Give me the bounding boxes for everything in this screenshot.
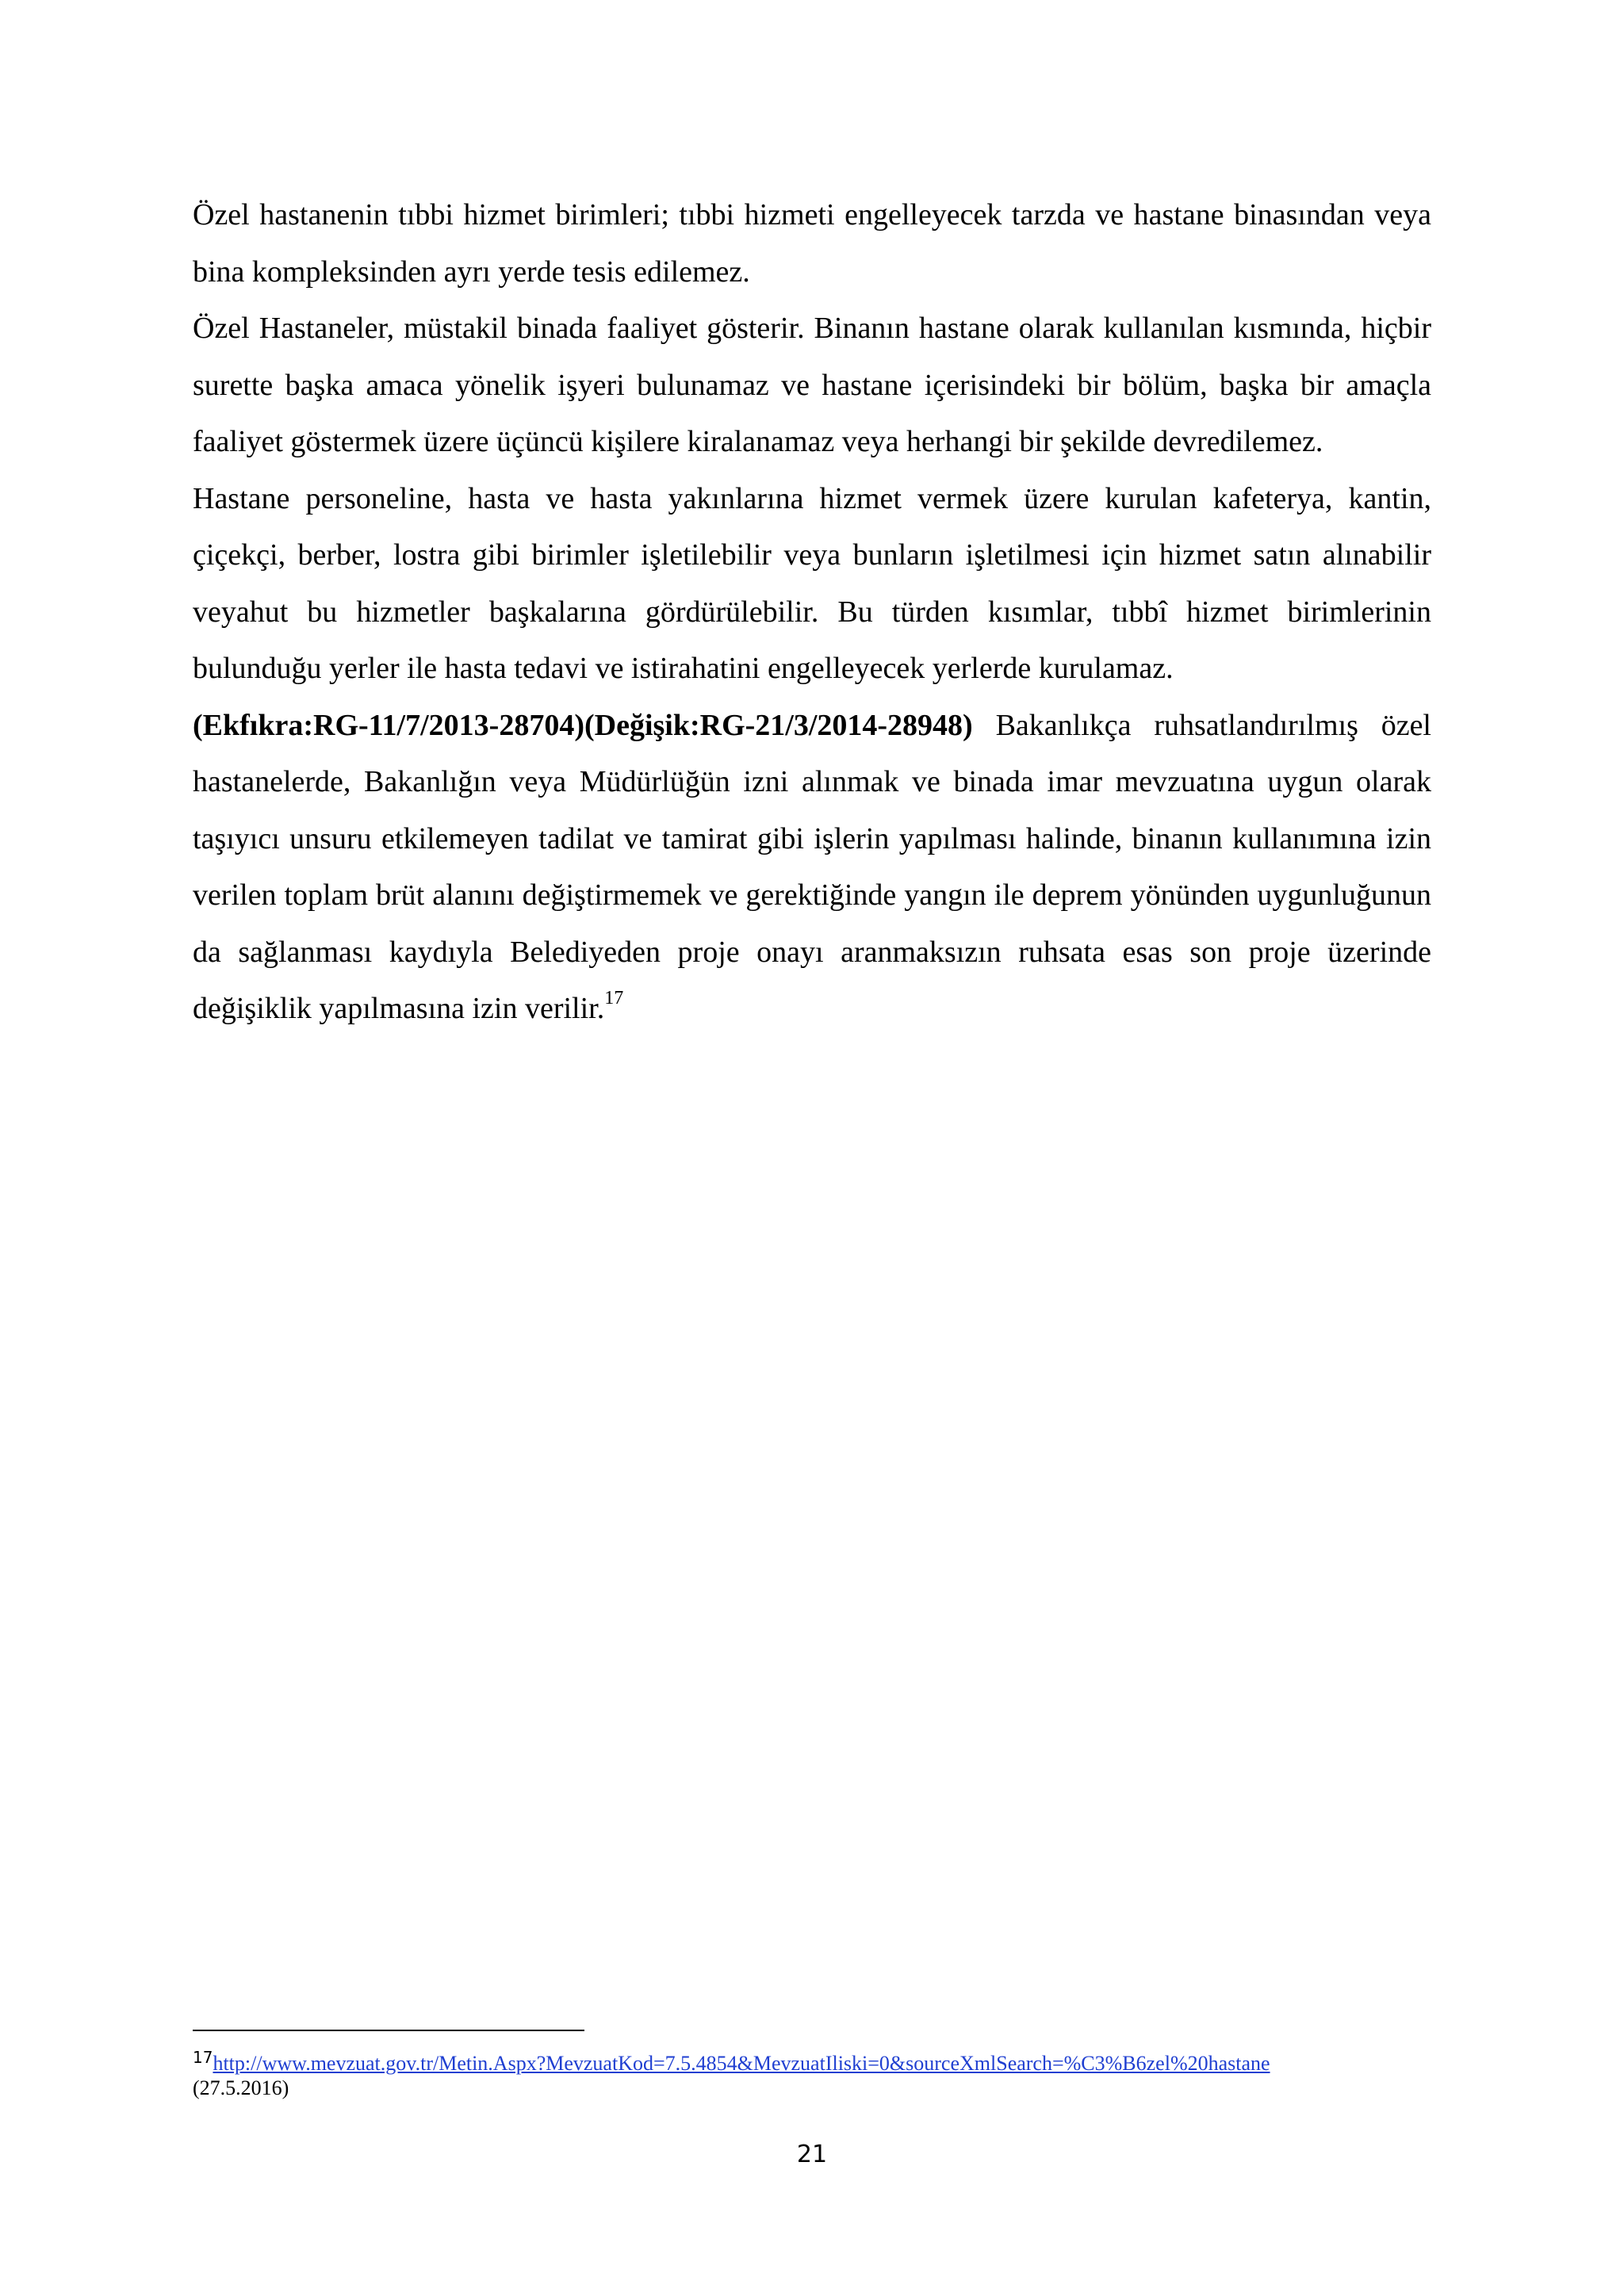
amendment-reference: (Ekfıkra:RG-11/7/2013-28704)(Değişik:RG-21/3/2014-28948) (193, 708, 973, 742)
footnote-link[interactable]: http://www.mevzuat.gov.tr/Metin.Aspx?MevzuatKod=7.5.4854&MevzuatIliski=0&sourceXmlSearch=%C3%B6zel%20hastane (213, 2052, 1270, 2075)
paragraph-amendment (193, 698, 1431, 1038)
footnote-mark: 17 (193, 2048, 213, 2067)
footnote (193, 2048, 1461, 2100)
footnote-divider (193, 2030, 584, 2031)
body-text (193, 187, 1431, 1038)
paragraph-2: Özel Hastaneler, müstakil binada faaliyet gösterir. Binanın hastane olarak kullanılan kısmında, hiçbir surette başka amaca yönelik işyeri bulunamaz ve hastane içerisindeki bir bölüm, başka bir amaçla faaliyet göstermek üzere üçüncü kişilere kiralanamaz veya herhangi bir şekilde devredilemez. (193, 312, 1431, 458)
footnote-reference[interactable]: 17 (604, 988, 624, 1009)
paragraph-1: Özel hastanenin tıbbi hizmet birimleri; tıbbi hizmeti engelleyecek tarzda ve hastane binasından veya bina kompleksinden ayrı yerde tesis edilemez. (193, 198, 1431, 289)
footnote-line-1 (193, 2048, 1461, 2076)
page-number: 21 (796, 2141, 828, 2168)
footnote-date: (27.5.2016) (193, 2076, 289, 2099)
paragraph-3: Hastane personeline, hasta ve hasta yakınlarına hizmet vermek üzere kurulan kafeterya, kantin, çiçekçi, berber, lostra gibi birimler işletilebilir veya bunların işletilmesi için hizmet satın alınabilir veyahut bu hizmetler başkalarına gördürülebilir. Bu türden kısımlar, tıbbî hizmet birimlerinin bulunduğu yerler ile hasta tedavi ve istirahatini engelleyecek yerlerde kurulamaz. (193, 481, 1431, 685)
amendment-text: Bakanlıkça ruhsatlandırılmış özel hastanelerde, Bakanlığın veya Müdürlüğün izni alınmak ve binada imar mevzuatına uygun olarak taşıyıcı unsuru etkilemeyen tadilat ve tamirat gibi işlerin yapılması halinde, binanın kullanımına izin verilen toplam brüt alanını değiştirmemek ve gerektiğinde yangın ile deprem yönünden uygunluğunun da sağlanması kaydıyla Belediyeden proje onayı aranmaksızın ruhsata esas son proje üzerinde değişiklik yapılmasına izin verilir. (193, 708, 1431, 1025)
